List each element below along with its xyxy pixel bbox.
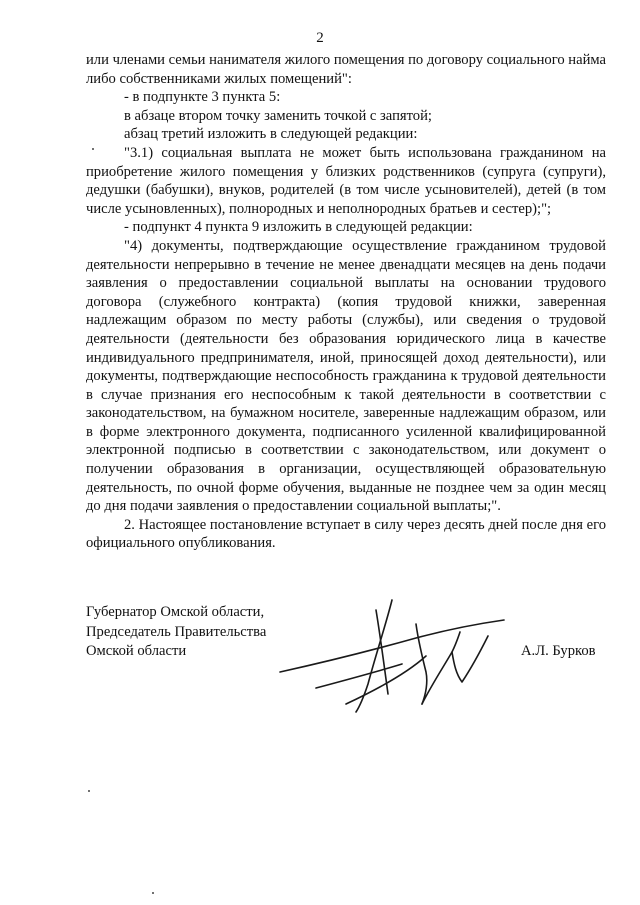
margin-mark (92, 148, 94, 150)
margin-mark (88, 790, 90, 792)
paragraph-subitem-4-point-9: - подпункт 4 пункта 9 изложить в следующей редакции: (124, 219, 473, 236)
signatory-name: А.Л. Бурков (521, 643, 596, 659)
handwritten-signature (276, 594, 516, 724)
document-body (86, 51, 606, 553)
paragraph-effective-date: 2. Настоящее постановление вступает в силу через десять дней после дня его официального опубликования. (86, 516, 606, 552)
paragraph-continuation: или членами семьи нанимателя жилого помещения по договору социального найма либо собственниками жилых помещений": (86, 52, 606, 87)
margin-mark (152, 892, 154, 894)
paragraph-second-indent: в абзаце втором точку заменить точкой с запятой; (124, 107, 432, 124)
paragraph-subitem-3-point-5: - в подпункте 3 пункта 5: (124, 89, 281, 106)
paragraph-item-4: "4) документы, подтверждающие осуществление гражданином трудовой деятельности непрерывно в течение не менее двенадцати месяцев на день подачи заявления о предоставлении социальной выплаты на основании трудового договора (служебного контракта) (копия трудовой книжки, заверенная надлежащим образом по месту работы (службы), или сведения о трудовой деятельности (деятельности без образования юридического лица в качестве индивидуального предпринимателя, иной, приносящей доход деятельности), или документы, подтверждающие неспособность гражданина к трудовой деятельности в случае признания его неспособным к такой деятельности в соответствии с законодательством, на бумажном носителе, заверенные надлежащим образом, или в форме электронного документа, подписанного усиленной квалифицированной электронной подписью в соответствии с законодательством, или документ о получении образования в организации, осуществляющей образовательную деятельность, по очной форме обучения, выданные не позднее чем за один месяц до дня подачи заявления о предоставлении социальной выплаты;". (86, 237, 606, 515)
signatory-title-line: Губернатор Омской области, (86, 604, 265, 620)
paragraph-third-indent: абзац третий изложить в следующей редакции: (124, 126, 418, 143)
page-number: 2 (316, 30, 324, 46)
signatory-title-line: Омской области (86, 643, 187, 659)
paragraph-item-3-1: "3.1) социальная выплата не может быть использована гражданином на приобретение жилого помещения у близких родственников (супруга (супруги), дедушки (бабушки), внуков, родителей (в том числе усыновителей), детей (в том числе усыновленных), полнородных и неполнородных братьев и сестер);"; (86, 144, 606, 217)
signatory-title-line: Председатель Правительства (86, 623, 267, 640)
